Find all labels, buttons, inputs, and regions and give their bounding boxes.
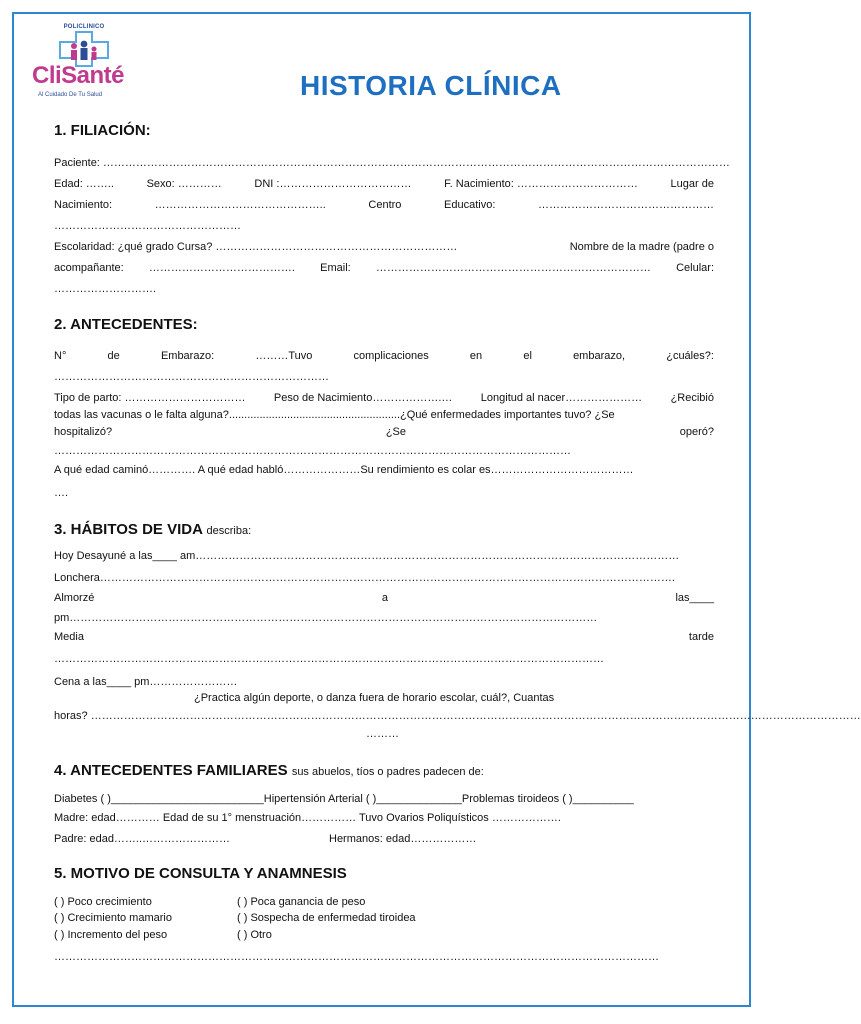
word: de xyxy=(107,350,120,362)
lunch-time-field: las____ xyxy=(675,592,714,604)
lunch-line xyxy=(54,591,714,605)
vaccines-label: ¿Recibió xyxy=(670,392,714,404)
birthplace-school-line xyxy=(54,198,714,212)
option-poco-crecimiento[interactable]: ( ) Poco crecimiento xyxy=(54,896,152,908)
birth-line xyxy=(54,391,714,405)
surgery-label-2: operó? xyxy=(679,426,714,438)
birth-length-field: Longitud al nacer………………… xyxy=(480,392,643,404)
companion-email-line xyxy=(54,261,714,275)
birth-date-field: F. Nacimiento: …………………………… xyxy=(444,178,638,190)
section-4-title: 4. ANTECEDENTES FAMILIARES xyxy=(54,762,288,779)
family-diseases-line: Diabetes ( )_________________________Hipertensión Arterial ( )______________Problemas tiroideos ( )__________ xyxy=(54,793,634,805)
logo-brand-name: CliSanté xyxy=(32,62,125,89)
section-4-subtitle: sus abuelos, tíos o padres padecen de: xyxy=(291,766,484,778)
birthplace-label-2: Nacimiento: xyxy=(54,199,113,211)
complications-field: ………………………………………………………………… xyxy=(54,371,329,383)
media-label: Media xyxy=(54,631,84,643)
option-crecimiento-mamario[interactable]: ( ) Crecimiento mamario xyxy=(54,912,172,924)
development-line: A qué edad caminó…………. A qué edad habló…………………Su rendimiento es colar es………………………………… xyxy=(54,464,634,476)
hospitalized-label: hospitalizó? xyxy=(54,426,113,438)
section-3-title: 3. HÁBITOS DE VIDA xyxy=(54,521,203,538)
section-4-heading xyxy=(54,762,484,779)
sex-field: Sexo: ………… xyxy=(146,178,222,190)
word: el xyxy=(523,350,532,362)
anamnesis-field: ………………………………………………………………………………………………………………………………………………… xyxy=(54,951,659,963)
birth-type-field: Tipo de parto: …………………………… xyxy=(54,392,246,404)
document-title: HISTORIA CLÍNICA xyxy=(300,70,562,101)
schooling-mother-line xyxy=(54,240,714,254)
option-otro[interactable]: ( ) Otro xyxy=(237,929,272,941)
email-label: Email: xyxy=(320,262,351,274)
word: N° xyxy=(54,350,67,362)
section-2-heading: 2. ANTECEDENTES: xyxy=(54,316,198,333)
mother-name-label: Nombre de la madre (padre o xyxy=(569,241,714,253)
logo-policlinico-text: POLICLINICO xyxy=(63,24,105,30)
lunch-field: pm……………………………………………………………………………………………………………………………… xyxy=(54,612,598,624)
lunchbox-line: Lonchera…………………………………………………………………………………………………………………………………………. xyxy=(54,572,675,584)
sport-hours-field: horas? ………………………………………………………………………………………………………………………………………………………………………………………… xyxy=(54,710,861,722)
school-field: ………………………………………… xyxy=(537,199,714,211)
siblings-age-field: Hermanos: edad……………… xyxy=(329,833,477,845)
mother-line: Madre: edad………… Edad de su 1° menstruación…………… Tuvo Ovarios Poliquísticos ………………. xyxy=(54,812,561,824)
hospitalization-line xyxy=(54,425,714,439)
age-sex-dni-line xyxy=(54,177,714,191)
lunch-label: Almorzé xyxy=(54,592,95,604)
birthplace-field: ……………………………………….. xyxy=(154,199,326,211)
dni-field: DNI :……………………………… xyxy=(254,178,412,190)
school-label-2: Educativo: xyxy=(444,199,496,211)
word: ¿cuáles?: xyxy=(666,350,714,362)
tarde-label: tarde xyxy=(688,631,714,643)
logo-cross-family-icon xyxy=(56,30,112,66)
school-continuation-line: …………………………………………… xyxy=(54,220,241,232)
dinner-line: Cena a las____ pm…………………… xyxy=(54,676,238,688)
section-3-heading xyxy=(54,521,251,538)
vaccines-diseases-line: todas las vacunas o le falta alguna?........................................................¿Qué enfermedades importantes tuvo? ¿Se xyxy=(54,409,615,421)
patient-line: Paciente: ……………………………………………………………………………………………………………………………………………………… xyxy=(54,157,730,169)
pregnancy-line xyxy=(54,349,714,363)
sport-question: ¿Practica algún deporte, o danza fuera de horario escolar, cuál?, Cuantas xyxy=(194,692,555,704)
development-continuation: …. xyxy=(54,487,69,499)
age-field: Edad: …….. xyxy=(54,178,114,190)
option-poca-ganancia-peso[interactable]: ( ) Poca ganancia de peso xyxy=(237,896,366,908)
section-1-heading: 1. FILIACIÓN: xyxy=(54,122,151,139)
word: embarazo, xyxy=(573,350,626,362)
breakfast-line: Hoy Desayuné a las____ am…………………………………………………………………………………………………………………… xyxy=(54,550,680,562)
phone-field: ………………………. xyxy=(54,283,157,295)
word: Embarazo: xyxy=(160,350,215,362)
school-label: Centro xyxy=(368,199,402,211)
phone-label: Celular: xyxy=(676,262,714,274)
surgery-label: ¿Se xyxy=(385,426,406,438)
option-sospecha-tiroidea[interactable]: ( ) Sospecha de enfermedad tiroidea xyxy=(237,912,416,924)
companion-label: acompañante: xyxy=(54,262,124,274)
section-5-heading: 5. MOTIVO DE CONSULTA Y ANAMNESIS xyxy=(54,865,347,882)
word: en xyxy=(469,350,483,362)
lunch-a-label: a xyxy=(381,592,388,604)
section-3-subtitle: describa: xyxy=(206,525,252,537)
schooling-field: Escolaridad: ¿qué grado Cursa? ………………………………………………………… xyxy=(54,241,458,253)
afternoon-snack-line xyxy=(54,630,714,644)
logo-tagline: Al Cuidado De Tu Salud xyxy=(38,92,103,98)
sport-continuation: ……… xyxy=(366,728,399,740)
email-field: ………………………………………………………………… xyxy=(375,262,651,274)
afternoon-snack-field: …………………………………………………………………………………………………………………………………… xyxy=(54,653,604,665)
father-age-field: Padre: edad……..…………………… xyxy=(54,833,231,845)
birthplace-label: Lugar de xyxy=(670,178,714,190)
word: complicaciones xyxy=(353,350,429,362)
companion-field: …………………………………. xyxy=(148,262,295,274)
word: ………Tuvo xyxy=(255,350,313,362)
birth-weight-field: Peso de Nacimiento……………….… xyxy=(273,392,453,404)
hospitalization-field: …………………………………………………………………………………………………………………………… xyxy=(54,445,571,457)
option-incremento-peso[interactable]: ( ) Incremento del peso xyxy=(54,929,168,941)
clinic-logo xyxy=(30,22,140,106)
